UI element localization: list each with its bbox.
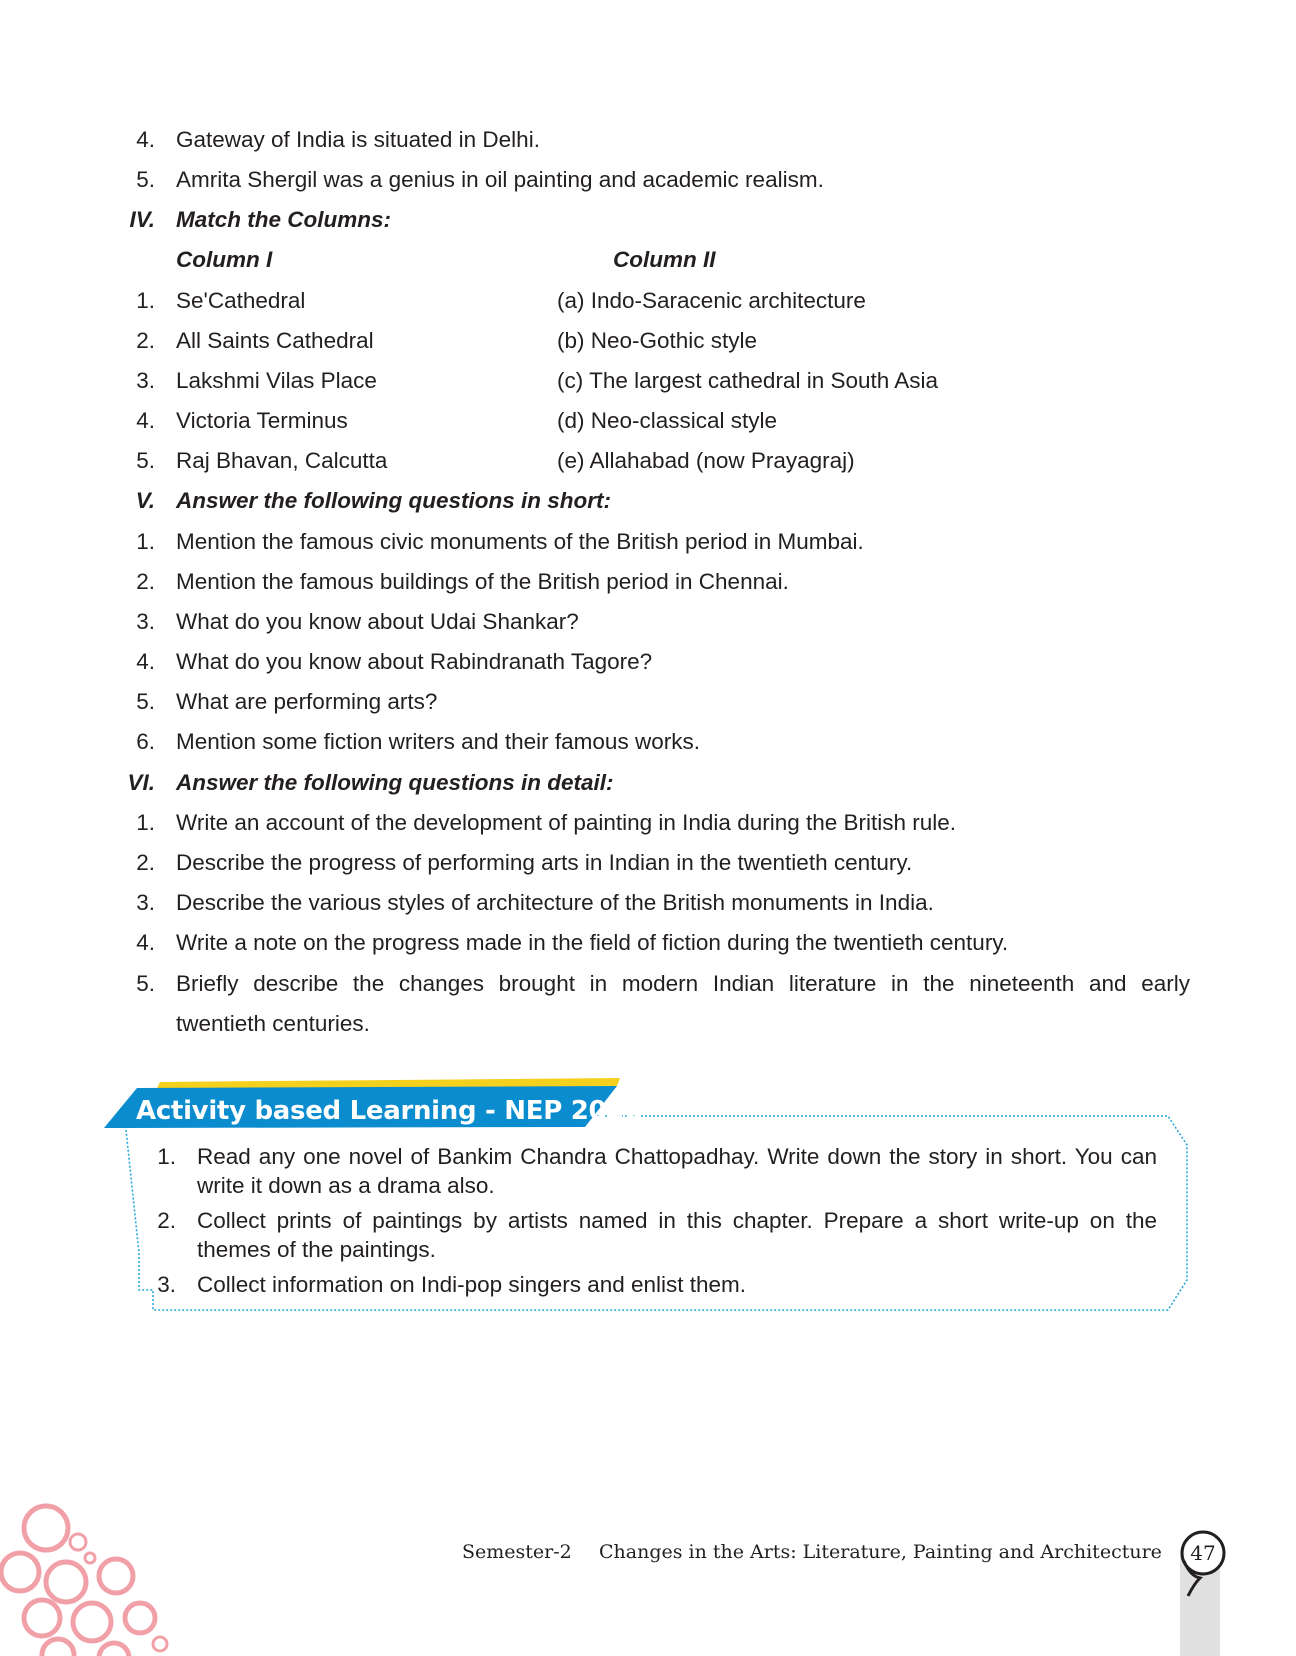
- item-text: Mention the famous civic monuments of the British period in Mumbai.: [176, 529, 864, 554]
- item-text: Briefly describe the changes brought in modern Indian literature in the nineteenth and early: [176, 971, 1190, 996]
- item-text: Read any one novel of Bankim Chandra Chattopadhay. Write down the story in short. You can write it down as a drama also.: [197, 1144, 1157, 1198]
- column-2-cell: (e) Allahabad (now Prayagraj): [557, 448, 855, 473]
- section-label: VI.: [127, 770, 155, 795]
- column-1-cell: Lakshmi Vilas Place: [176, 368, 377, 393]
- footer-semester: Semester-2: [462, 1541, 572, 1563]
- item-number: 5.: [136, 448, 155, 473]
- item-text: Collect information on Indi-pop singers and enlist them.: [197, 1272, 747, 1297]
- item-text: Mention some fiction writers and their famous works.: [176, 729, 700, 754]
- column-1-cell: Raj Bhavan, Calcutta: [176, 448, 388, 473]
- section-title: Answer the following questions in short:: [176, 488, 612, 513]
- item-number: 3.: [136, 890, 155, 915]
- item-number: 5.: [136, 689, 155, 714]
- item-number: 2.: [157, 1208, 176, 1233]
- decorative-circles-icon: [0, 1500, 200, 1656]
- section-title: Answer the following questions in detail:: [176, 770, 614, 795]
- item-number: 5.: [136, 971, 155, 996]
- column-1-header: Column I: [176, 247, 273, 272]
- column-2-cell: (b) Neo-Gothic style: [557, 328, 758, 353]
- section-label: IV.: [129, 207, 155, 232]
- item-text: Write a note on the progress made in the field of fiction during the twentieth century.: [176, 930, 1009, 955]
- item-number: 1.: [157, 1144, 176, 1169]
- activity-item: [0, 1142, 1296, 1200]
- item-text: Amrita Shergil was a genius in oil painting and academic realism.: [176, 167, 824, 192]
- page-number: 47: [1190, 1541, 1216, 1565]
- column-2-cell: (c) The largest cathedral in South Asia: [557, 368, 939, 393]
- activity-item: [0, 1206, 1296, 1264]
- item-number: 2.: [136, 328, 155, 353]
- item-number: 1.: [136, 288, 155, 313]
- section-label: V.: [135, 488, 155, 513]
- item-number: 4.: [136, 408, 155, 433]
- column-2-cell: (a) Indo-Saracenic architecture: [557, 288, 866, 313]
- item-number: 4.: [136, 127, 155, 152]
- item-number: 3.: [157, 1272, 176, 1297]
- item-number: 2.: [136, 850, 155, 875]
- item-text: What do you know about Rabindranath Tagore?: [176, 649, 653, 674]
- item-text: Mention the famous buildings of the British period in Chennai.: [176, 569, 789, 594]
- item-number: 6.: [136, 729, 155, 754]
- item-text: Gateway of India is situated in Delhi.: [176, 127, 540, 152]
- item-number: 4.: [136, 930, 155, 955]
- section-title: Match the Columns:: [176, 207, 392, 232]
- activity-item: [0, 1270, 1296, 1300]
- item-number: 2.: [136, 569, 155, 594]
- column-2-header: Column II: [613, 247, 716, 272]
- activity-title: Activity based Learning - NEP 2020: [136, 1096, 642, 1126]
- item-number: 3.: [136, 609, 155, 634]
- column-2-cell: (d) Neo-classical style: [557, 408, 778, 433]
- column-1-cell: Se'Cathedral: [176, 288, 306, 313]
- item-text: Write an account of the development of painting in India during the British rule.: [176, 810, 957, 835]
- footer-chapter-title: Changes in the Arts: Literature, Painting and Architecture: [599, 1541, 1162, 1563]
- item-text: Describe the various styles of architecture of the British monuments in India.: [176, 890, 934, 915]
- column-1-cell: All Saints Cathedral: [176, 328, 374, 353]
- item-number: 3.: [136, 368, 155, 393]
- column-1-cell: Victoria Terminus: [176, 408, 348, 433]
- item-text: What do you know about Udai Shankar?: [176, 609, 579, 634]
- item-text: What are performing arts?: [176, 689, 438, 714]
- item-text-continued: twentieth centuries.: [176, 1011, 370, 1036]
- item-text: Collect prints of paintings by artists named in this chapter. Prepare a short write-up on the themes of the paintings.: [197, 1208, 1157, 1262]
- item-text: Describe the progress of performing arts in Indian in the twentieth century.: [176, 850, 913, 875]
- item-number: 1.: [136, 529, 155, 554]
- item-number: 1.: [136, 810, 155, 835]
- item-number: 5.: [136, 167, 155, 192]
- item-number: 4.: [136, 649, 155, 674]
